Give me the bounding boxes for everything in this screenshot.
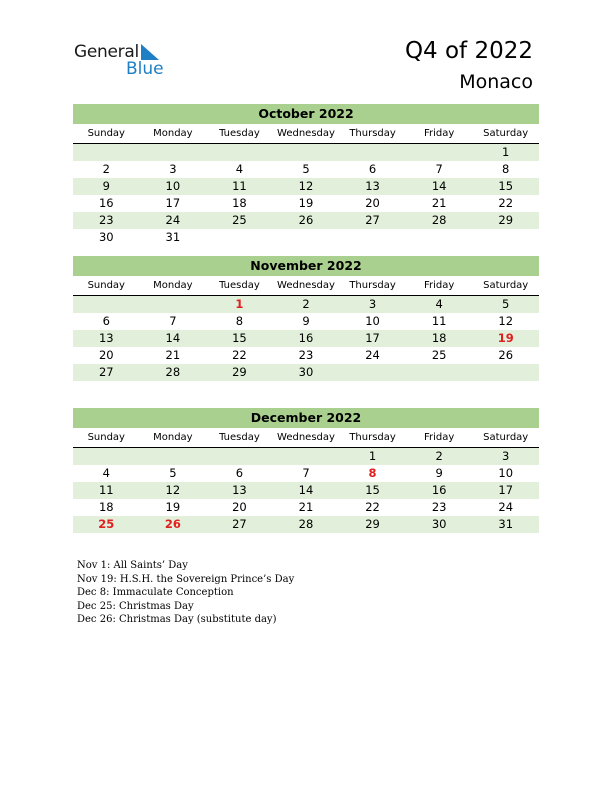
date-cell [140, 296, 207, 313]
date-cell: 10 [165, 179, 181, 193]
date-cell: 5 [169, 466, 177, 480]
date-cell: 25 [232, 213, 247, 227]
week-row [73, 212, 539, 229]
date-cell: 1 [368, 449, 377, 463]
date-cell: 29 [365, 517, 380, 531]
holiday-note: Dec 8: Immaculate Conception [77, 587, 234, 599]
date-cell: 28 [431, 213, 447, 227]
date-cell: 26 [298, 213, 314, 227]
date-cell [206, 448, 273, 465]
date-cell: 21 [165, 348, 181, 362]
weekday-label: Friday [406, 127, 473, 144]
weekday-label: Wednesday [273, 279, 340, 296]
holiday-note: Dec 26: Christmas Day (substitute day) [77, 614, 277, 626]
date-cell: 6 [235, 466, 244, 480]
date-cell: 16 [98, 196, 114, 210]
country-name: Monaco [459, 71, 533, 93]
date-cell: 22 [232, 348, 247, 362]
weekday-row [73, 279, 539, 296]
date-cell [73, 296, 140, 313]
date-cell: 16 [431, 483, 447, 497]
week-row [73, 296, 539, 313]
holiday-note: Nov 19: H.S.H. the Sovereign Prince’s Day [77, 573, 295, 585]
date-cell [273, 144, 340, 161]
date-cell [73, 448, 140, 465]
date-cell: 21 [298, 500, 314, 514]
week-row [73, 465, 539, 482]
date-cell: 5 [302, 162, 310, 176]
date-cell: 10 [365, 314, 380, 328]
date-cell: 9 [102, 179, 110, 193]
weekday-label: Wednesday [273, 127, 340, 144]
week-row [73, 364, 539, 381]
month-november [73, 256, 539, 381]
date-cell [273, 229, 340, 246]
date-cell: 15 [498, 179, 514, 193]
weekday-label: Tuesday [206, 279, 273, 296]
holiday-note: Nov 1: All Saints’ Day [77, 560, 188, 571]
date-cell: 9 [302, 314, 310, 328]
date-cell: 2 [302, 297, 310, 311]
date-cell: 5 [502, 297, 510, 311]
date-cell: 20 [98, 348, 114, 362]
date-cell: 17 [165, 196, 181, 210]
date-cell: 7 [302, 466, 310, 480]
date-cell: 2 [102, 162, 110, 176]
date-cell: 6 [368, 162, 377, 176]
date-cell [406, 144, 473, 161]
date-cell: 13 [98, 331, 114, 345]
date-cell: 3 [368, 297, 377, 311]
month-december [73, 408, 539, 533]
holiday-date-cell: 26 [164, 517, 181, 531]
weekday-label: Saturday [472, 431, 539, 448]
date-cell: 3 [502, 449, 510, 463]
date-cell: 24 [498, 500, 514, 514]
date-cell: 4 [102, 466, 110, 480]
date-cell [339, 364, 406, 381]
date-cell: 30 [431, 517, 447, 531]
date-cell: 26 [498, 348, 514, 362]
date-cell: 13 [232, 483, 247, 497]
date-cell: 30 [298, 365, 314, 379]
weekday-label: Sunday [73, 431, 140, 448]
date-cell: 21 [431, 196, 447, 210]
date-cell: 15 [232, 331, 247, 345]
date-cell: 8 [235, 314, 244, 328]
date-cell: 31 [165, 230, 181, 244]
date-cell: 20 [365, 196, 380, 210]
weekday-row [73, 431, 539, 448]
generalblue-logo [74, 42, 174, 82]
weekday-label: Wednesday [273, 431, 340, 448]
week-row [73, 161, 539, 178]
date-cell [472, 364, 539, 381]
date-cell: 29 [498, 213, 514, 227]
date-cell: 14 [165, 331, 181, 345]
date-cell: 13 [365, 179, 380, 193]
weekday-label: Monday [140, 127, 207, 144]
date-cell: 17 [365, 331, 380, 345]
week-row [73, 330, 539, 347]
weekday-label: Sunday [73, 279, 140, 296]
page-title: Q4 of 2022 [404, 38, 533, 64]
date-cell: 24 [165, 213, 181, 227]
holiday-date-cell: 25 [98, 517, 115, 531]
month-header: December 2022 [73, 408, 539, 428]
date-cell: 23 [98, 213, 114, 227]
weekday-label: Tuesday [206, 431, 273, 448]
date-cell: 31 [498, 517, 514, 531]
weekday-label: Thursday [339, 127, 406, 144]
date-cell: 14 [431, 179, 447, 193]
week-row [73, 195, 539, 212]
date-cell: 23 [431, 500, 447, 514]
date-cell: 3 [169, 162, 177, 176]
weekday-row [73, 127, 539, 144]
date-cell: 30 [98, 230, 114, 244]
date-cell: 12 [165, 483, 181, 497]
date-cell: 27 [232, 517, 247, 531]
date-cell: 10 [498, 466, 514, 480]
date-cell [339, 229, 406, 246]
date-cell: 28 [298, 517, 314, 531]
week-row [73, 144, 539, 161]
date-cell: 8 [502, 162, 510, 176]
date-cell: 12 [498, 314, 514, 328]
holiday-date-cell: 19 [497, 331, 514, 345]
holiday-date-cell: 8 [368, 466, 377, 480]
date-cell: 22 [498, 196, 514, 210]
week-row [73, 347, 539, 364]
weekday-label: Tuesday [206, 127, 273, 144]
date-cell: 20 [232, 500, 247, 514]
month-header: November 2022 [73, 256, 539, 276]
week-row [73, 448, 539, 465]
holiday-note: Dec 25: Christmas Day [77, 600, 194, 612]
date-cell: 9 [435, 466, 443, 480]
weekday-label: Friday [406, 431, 473, 448]
date-cell: 18 [232, 196, 247, 210]
date-cell: 11 [98, 483, 114, 497]
date-cell: 2 [435, 449, 443, 463]
date-cell [206, 144, 273, 161]
date-cell [273, 448, 340, 465]
date-cell: 29 [232, 365, 247, 379]
holiday-notes [77, 559, 294, 627]
date-cell: 28 [165, 365, 181, 379]
date-cell: 17 [498, 483, 514, 497]
logo-flag-icon [141, 44, 163, 60]
weekday-label: Saturday [472, 279, 539, 296]
logo-text-general: General [74, 42, 139, 62]
date-cell: 27 [98, 365, 114, 379]
logo-text-blue: Blue [126, 59, 164, 79]
date-cell: 1 [502, 145, 510, 159]
date-cell: 4 [435, 297, 443, 311]
week-row [73, 482, 539, 499]
date-cell: 16 [298, 331, 314, 345]
date-cell: 18 [98, 500, 114, 514]
weekday-label: Saturday [472, 127, 539, 144]
date-cell: 15 [365, 483, 380, 497]
date-cell [140, 448, 207, 465]
date-cell: 7 [435, 162, 443, 176]
date-cell: 22 [365, 500, 380, 514]
date-cell: 19 [298, 196, 314, 210]
date-cell: 14 [298, 483, 314, 497]
holiday-date-cell: 1 [235, 297, 244, 311]
date-cell: 7 [169, 314, 177, 328]
date-cell [406, 229, 473, 246]
week-row [73, 178, 539, 195]
date-cell: 12 [298, 179, 314, 193]
date-cell [339, 144, 406, 161]
weekday-label: Friday [406, 279, 473, 296]
date-cell: 25 [431, 348, 447, 362]
date-cell: 11 [431, 314, 447, 328]
date-cell: 19 [165, 500, 181, 514]
month-header: October 2022 [73, 104, 539, 124]
weekday-label: Monday [140, 431, 207, 448]
week-row [73, 499, 539, 516]
weekday-label: Sunday [73, 127, 140, 144]
weekday-label: Thursday [339, 431, 406, 448]
date-cell [140, 144, 207, 161]
date-cell [73, 144, 140, 161]
date-cell: 6 [102, 314, 110, 328]
date-cell [206, 229, 273, 246]
week-row [73, 516, 539, 533]
date-cell: 24 [365, 348, 380, 362]
date-cell [472, 229, 539, 246]
date-cell: 23 [298, 348, 314, 362]
week-row [73, 313, 539, 330]
date-cell: 18 [431, 331, 447, 345]
date-cell: 4 [235, 162, 244, 176]
weekday-label: Thursday [339, 279, 406, 296]
date-cell [406, 364, 473, 381]
date-cell: 27 [365, 213, 380, 227]
week-row [73, 229, 539, 246]
month-october [73, 104, 539, 246]
weekday-label: Monday [140, 279, 207, 296]
date-cell: 11 [232, 179, 247, 193]
